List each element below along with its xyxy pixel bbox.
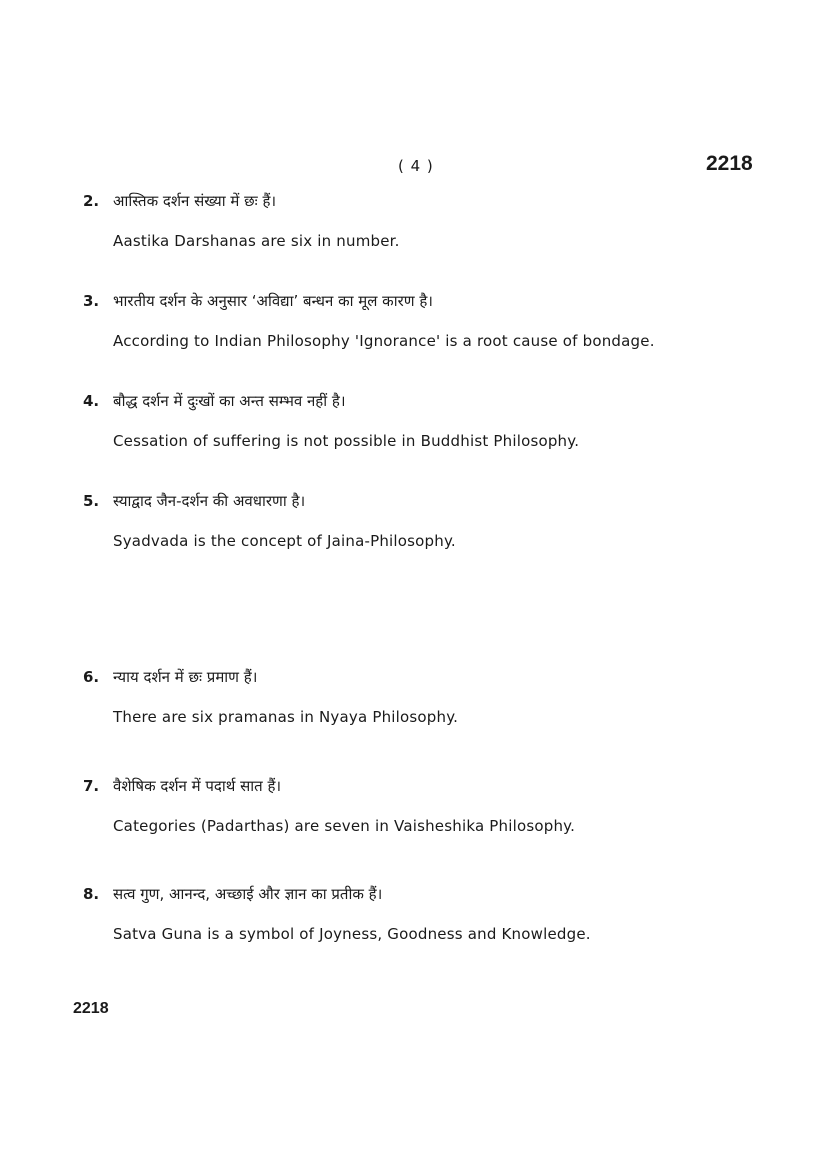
paper-code-header: 2218: [706, 152, 753, 175]
question-hindi-text: वैशेषिक दर्शन में पदार्थ सात हैं।: [113, 777, 282, 795]
question-english-text: According to Indian Philosophy 'Ignorance' is a root cause of bondage.: [113, 332, 655, 350]
question-number: 7.: [83, 777, 100, 795]
question-english-text: Cessation of suffering is not possible in Buddhist Philosophy.: [113, 432, 580, 450]
question-hindi-text: आस्तिक दर्शन संख्या में छः हैं।: [113, 192, 277, 210]
question-english-text: Categories (Padarthas) are seven in Vaisheshika Philosophy.: [113, 817, 576, 835]
paper-code-footer: 2218: [73, 1000, 109, 1017]
question-hindi-text: न्याय दर्शन में छः प्रमाण हैं।: [113, 668, 258, 686]
question-number: 2.: [83, 192, 100, 210]
question-number: 5.: [83, 492, 100, 510]
question-hindi-text: भारतीय दर्शन के अनुसार ‘अविद्या’ बन्धन का मूल कारण है।: [113, 292, 433, 310]
question-hindi-text: बौद्ध दर्शन में दुःखों का अन्त सम्भव नहीं है।: [113, 392, 346, 410]
page-number: ( 4 ): [398, 157, 434, 175]
question-english-text: There are six pramanas in Nyaya Philosophy.: [113, 708, 459, 726]
question-english-text: Aastika Darshanas are six in number.: [113, 232, 400, 250]
question-hindi-text: सत्व गुण, आनन्द, अच्छाई और ज्ञान का प्रतीक हैं।: [113, 885, 383, 903]
question-number: 6.: [83, 668, 100, 686]
question-number: 4.: [83, 392, 100, 410]
question-english-text: Satva Guna is a symbol of Joyness, Goodness and Knowledge.: [113, 925, 591, 943]
question-english-text: Syadvada is the concept of Jaina-Philosophy.: [113, 532, 456, 550]
question-number: 3.: [83, 292, 100, 310]
question-number: 8.: [83, 885, 100, 903]
question-hindi-text: स्याद्वाद जैन-दर्शन की अवधारणा है।: [113, 492, 306, 510]
